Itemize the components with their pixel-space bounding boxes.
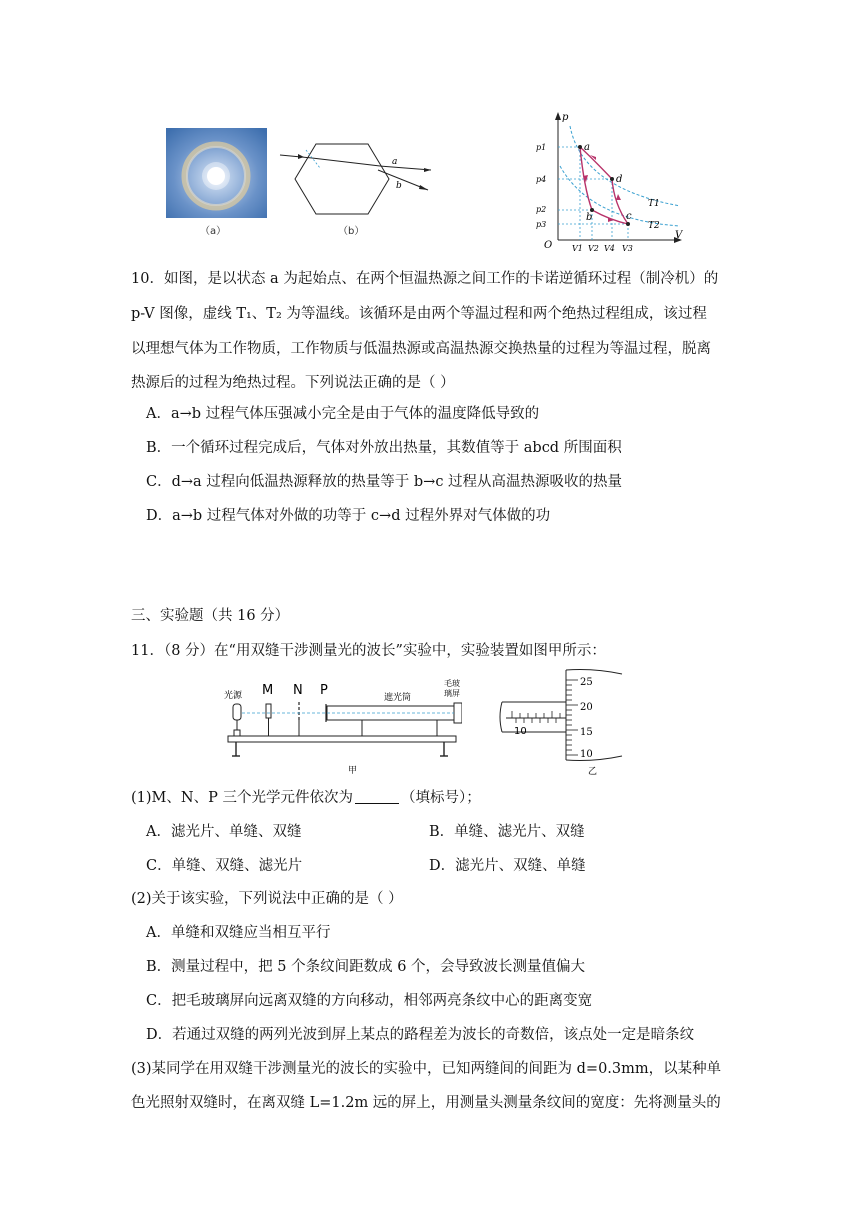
axis-p-label: p (562, 112, 569, 123)
micrometer-diagram (498, 666, 628, 778)
tick-p2: p2 (536, 205, 547, 214)
isotherm-t2: T2 (648, 221, 660, 231)
q11-part1-stem (131, 788, 481, 808)
q11-stem: 11．（8 分）在“用双缝干涉测量光的波长”实验中，实验装置如图甲所示： (131, 643, 606, 659)
drum-tick-10: 10 (580, 749, 593, 760)
figure-yi-caption: 乙 (588, 767, 598, 777)
tick-v2: V2 (588, 244, 599, 253)
section-3-title: 三、实验题（共 16 分） (131, 608, 290, 624)
q11-part3-line-1: (3)某同学在用双缝干涉测量光的波长的实验中，已知两缝间的间距为 d=0.3mm，以某种单 (131, 1061, 722, 1077)
q11-part2-option-b: B．测量过程中，把 5 个条纹间距数成 6 个，会导致波长测量值偏大 (146, 959, 586, 975)
q11-part1-option-d: D．滤光片、双缝、单缝 (429, 858, 586, 874)
drum-tick-20: 20 (580, 702, 593, 713)
q11-part1-option-c: C．单缝、双缝、滤光片 (146, 858, 303, 874)
q11-part2-option-c: C．把毛玻璃屏向远离双缝的方向移动，相邻两亮条纹中心的距离变宽 (146, 993, 593, 1009)
pv-diagram (530, 108, 690, 254)
q11-part2-stem: (2)关于该实验，下列说法中正确的是（ ） (131, 891, 403, 907)
figure-a-caption: （a） (200, 226, 227, 237)
label-screen-1: 毛玻 (444, 679, 460, 688)
halo-photo (166, 128, 267, 218)
ray-label-b: b (396, 181, 402, 191)
isotherm-t1: T1 (648, 199, 660, 209)
label-m: M (262, 683, 274, 698)
answer-blank[interactable] (355, 789, 399, 804)
q10-stem-line-3: 以理想气体为工作物质，工作物质与低温热源或高温热源交换热量的过程为等温过程，脱离 (131, 341, 711, 357)
q10-option-a: A．a→b 过程气体压强减小完全是由于气体的温度降低导致的 (146, 406, 540, 422)
tick-p4: p4 (536, 175, 547, 184)
drum-tick-15: 15 (580, 727, 593, 738)
label-n: N (293, 683, 303, 698)
q10-option-d: D．a→b 过程气体对外做的功等于 c→d 过程外界对气体做的功 (146, 508, 551, 524)
q11-part1-option-b: B．单缝、滤光片、双缝 (429, 824, 585, 840)
label-screen-2: 璃屏 (444, 689, 460, 698)
q10-stem-line-4: 热源后的过程为绝热过程。下列说法正确的是（ ） (131, 375, 455, 391)
q11-part2-option-d: D．若通过双缝的两列光波到屏上某点的路程差为波长的奇数倍，该点处一定是暗条纹 (146, 1027, 695, 1043)
q11-part3-line-2: 色光照射双缝时，在离双缝 L=1.2m 远的屏上，用测量头测量条纹间的宽度：先将测量头的 (131, 1095, 721, 1111)
point-a: a (584, 142, 590, 153)
q10-stem-line-2: p-V 图像，虚线 T₁、T₂ 为等温线。该循环是由两个等温过程和两个绝热过程组成，该过程 (131, 306, 707, 322)
label-light-tube: 遮光筒 (384, 693, 412, 703)
hexagon-refraction-diagram (278, 138, 438, 223)
label-light-source: 光源 (224, 691, 243, 701)
q10-option-b: B．一个循环过程完成后，气体对外放出热量，其数值等于 abcd 所围面积 (146, 440, 622, 456)
tick-v1: V1 (572, 244, 583, 253)
main-scale-10: 10 (514, 726, 527, 737)
ray-label-a: a (392, 157, 398, 167)
tick-p1: p1 (536, 143, 547, 152)
q11-part1-prefix: (1)M、N、P 三个光学元件依次为 (131, 790, 353, 806)
apparatus-diagram (222, 672, 462, 776)
label-p: P (320, 683, 328, 698)
figure-b-caption: （b） (338, 226, 365, 237)
point-c: c (626, 211, 632, 222)
q11-part1-suffix: （填标号）； (400, 790, 481, 806)
q10-option-c: C．d→a 过程向低温热源释放的热量等于 b→c 过程从高温热源吸收的热量 (146, 474, 623, 490)
axis-v-label: V (675, 230, 683, 241)
point-d: d (616, 174, 623, 185)
point-b: b (586, 212, 593, 223)
tick-p3: p3 (536, 220, 547, 229)
origin-label: O (544, 240, 553, 251)
figure-jia-caption: 甲 (348, 766, 358, 776)
q11-part2-option-a: A．单缝和双缝应当相互平行 (146, 925, 331, 941)
q10-stem-line-1: 10．如图，是以状态 a 为起始点、在两个恒温热源之间工作的卡诺逆循环过程（制冷机）的 (131, 271, 719, 287)
tick-v4: V4 (604, 244, 615, 253)
drum-tick-25: 25 (580, 677, 593, 688)
q11-part1-option-a: A．滤光片、单缝、双缝 (146, 824, 302, 840)
tick-v3: V3 (622, 244, 633, 253)
